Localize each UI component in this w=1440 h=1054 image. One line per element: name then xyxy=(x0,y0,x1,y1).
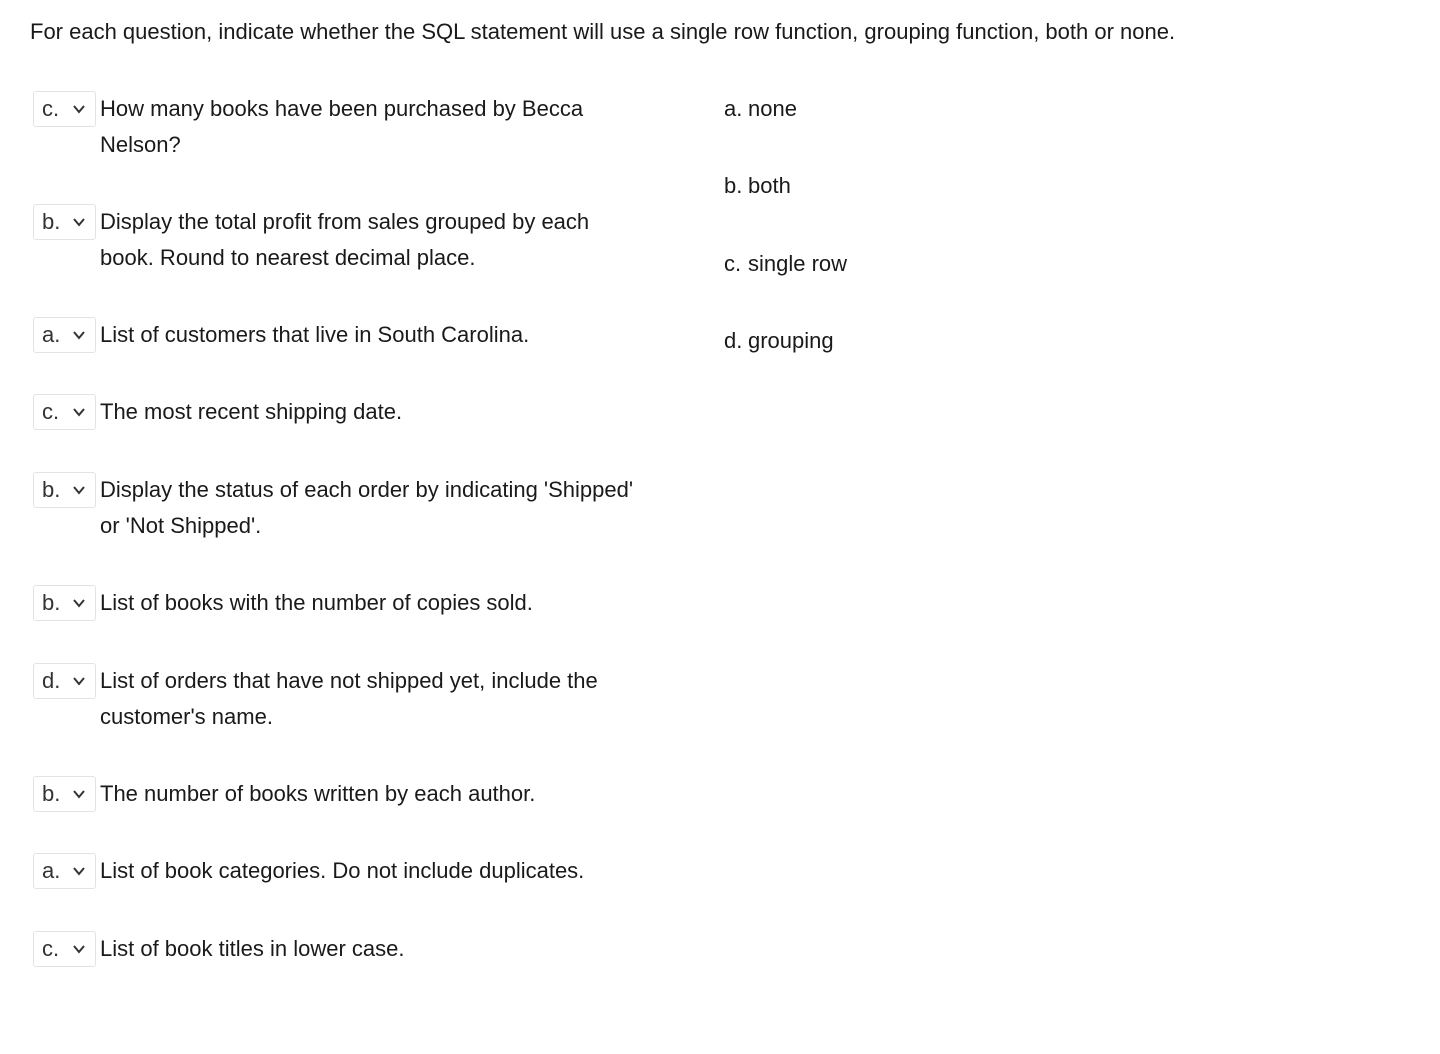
chevron-down-icon xyxy=(72,483,86,497)
selected-value: b. xyxy=(42,477,61,502)
answer-letter: b. xyxy=(724,173,743,198)
selected-value: c. xyxy=(42,399,60,424)
answer-option-d xyxy=(724,327,834,355)
question-text: List of books with the number of copies sold. xyxy=(100,590,533,615)
answer-select-1[interactable] xyxy=(33,91,96,127)
selected-value: a. xyxy=(42,322,61,347)
question-row-7 xyxy=(33,663,645,735)
answer-text: single row xyxy=(748,251,848,276)
chevron-down-icon xyxy=(72,864,86,878)
answer-select-9[interactable] xyxy=(33,853,96,889)
selected-value: a. xyxy=(42,858,61,883)
chevron-down-icon xyxy=(72,942,86,956)
answer-select-10[interactable] xyxy=(33,931,96,967)
selected-value: c. xyxy=(42,96,60,121)
answer-select-2[interactable] xyxy=(33,204,96,240)
selected-value: b. xyxy=(42,781,61,806)
question-text: How many books have been purchased by Becca Nelson? xyxy=(100,96,584,157)
question-text: The most recent shipping date. xyxy=(100,399,403,424)
question-row-10 xyxy=(33,931,645,967)
question-row-2 xyxy=(33,204,645,276)
instructions: For each question, indicate whether the SQL statement will use a single row function, grouping function, both or none. xyxy=(30,19,1176,44)
answer-text: grouping xyxy=(748,328,834,353)
question-text: List of book titles in lower case. xyxy=(100,936,405,961)
answer-letter: a. xyxy=(724,96,743,121)
answer-letter: c. xyxy=(724,251,742,276)
answer-option-c xyxy=(724,250,847,278)
selected-value: c. xyxy=(42,936,60,961)
answer-select-5[interactable] xyxy=(33,472,96,508)
answer-letter: d. xyxy=(724,328,743,353)
question-text: List of orders that have not shipped yet, include the customer's name. xyxy=(100,668,598,729)
selected-value: d. xyxy=(42,668,61,693)
question-row-1 xyxy=(33,91,645,163)
question-row-6 xyxy=(33,585,645,621)
question-row-9 xyxy=(33,853,645,889)
answer-select-7[interactable] xyxy=(33,663,96,699)
chevron-down-icon xyxy=(72,596,86,610)
question-text: List of book categories. Do not include duplicates. xyxy=(100,858,585,883)
chevron-down-icon xyxy=(72,787,86,801)
question-row-8 xyxy=(33,776,645,812)
question-text: List of customers that live in South Carolina. xyxy=(100,322,530,347)
question-row-5 xyxy=(33,472,645,544)
chevron-down-icon xyxy=(72,328,86,342)
answer-select-3[interactable] xyxy=(33,317,96,353)
selected-value: b. xyxy=(42,209,61,234)
answer-select-8[interactable] xyxy=(33,776,96,812)
answer-text: both xyxy=(748,173,791,198)
question-text: Display the status of each order by indicating 'Shipped' or 'Not Shipped'. xyxy=(100,477,634,538)
answer-text: none xyxy=(748,96,797,121)
chevron-down-icon xyxy=(72,102,86,116)
chevron-down-icon xyxy=(72,215,86,229)
selected-value: b. xyxy=(42,590,61,615)
question-text: The number of books written by each author. xyxy=(100,781,536,806)
chevron-down-icon xyxy=(72,674,86,688)
question-text: Display the total profit from sales grouped by each book. Round to nearest decimal place. xyxy=(100,209,590,270)
chevron-down-icon xyxy=(72,405,86,419)
answer-option-b xyxy=(724,172,791,200)
question-row-4 xyxy=(33,394,645,430)
answer-select-6[interactable] xyxy=(33,585,96,621)
answer-option-a xyxy=(724,95,797,123)
answer-select-4[interactable] xyxy=(33,394,96,430)
question-row-3 xyxy=(33,317,645,353)
